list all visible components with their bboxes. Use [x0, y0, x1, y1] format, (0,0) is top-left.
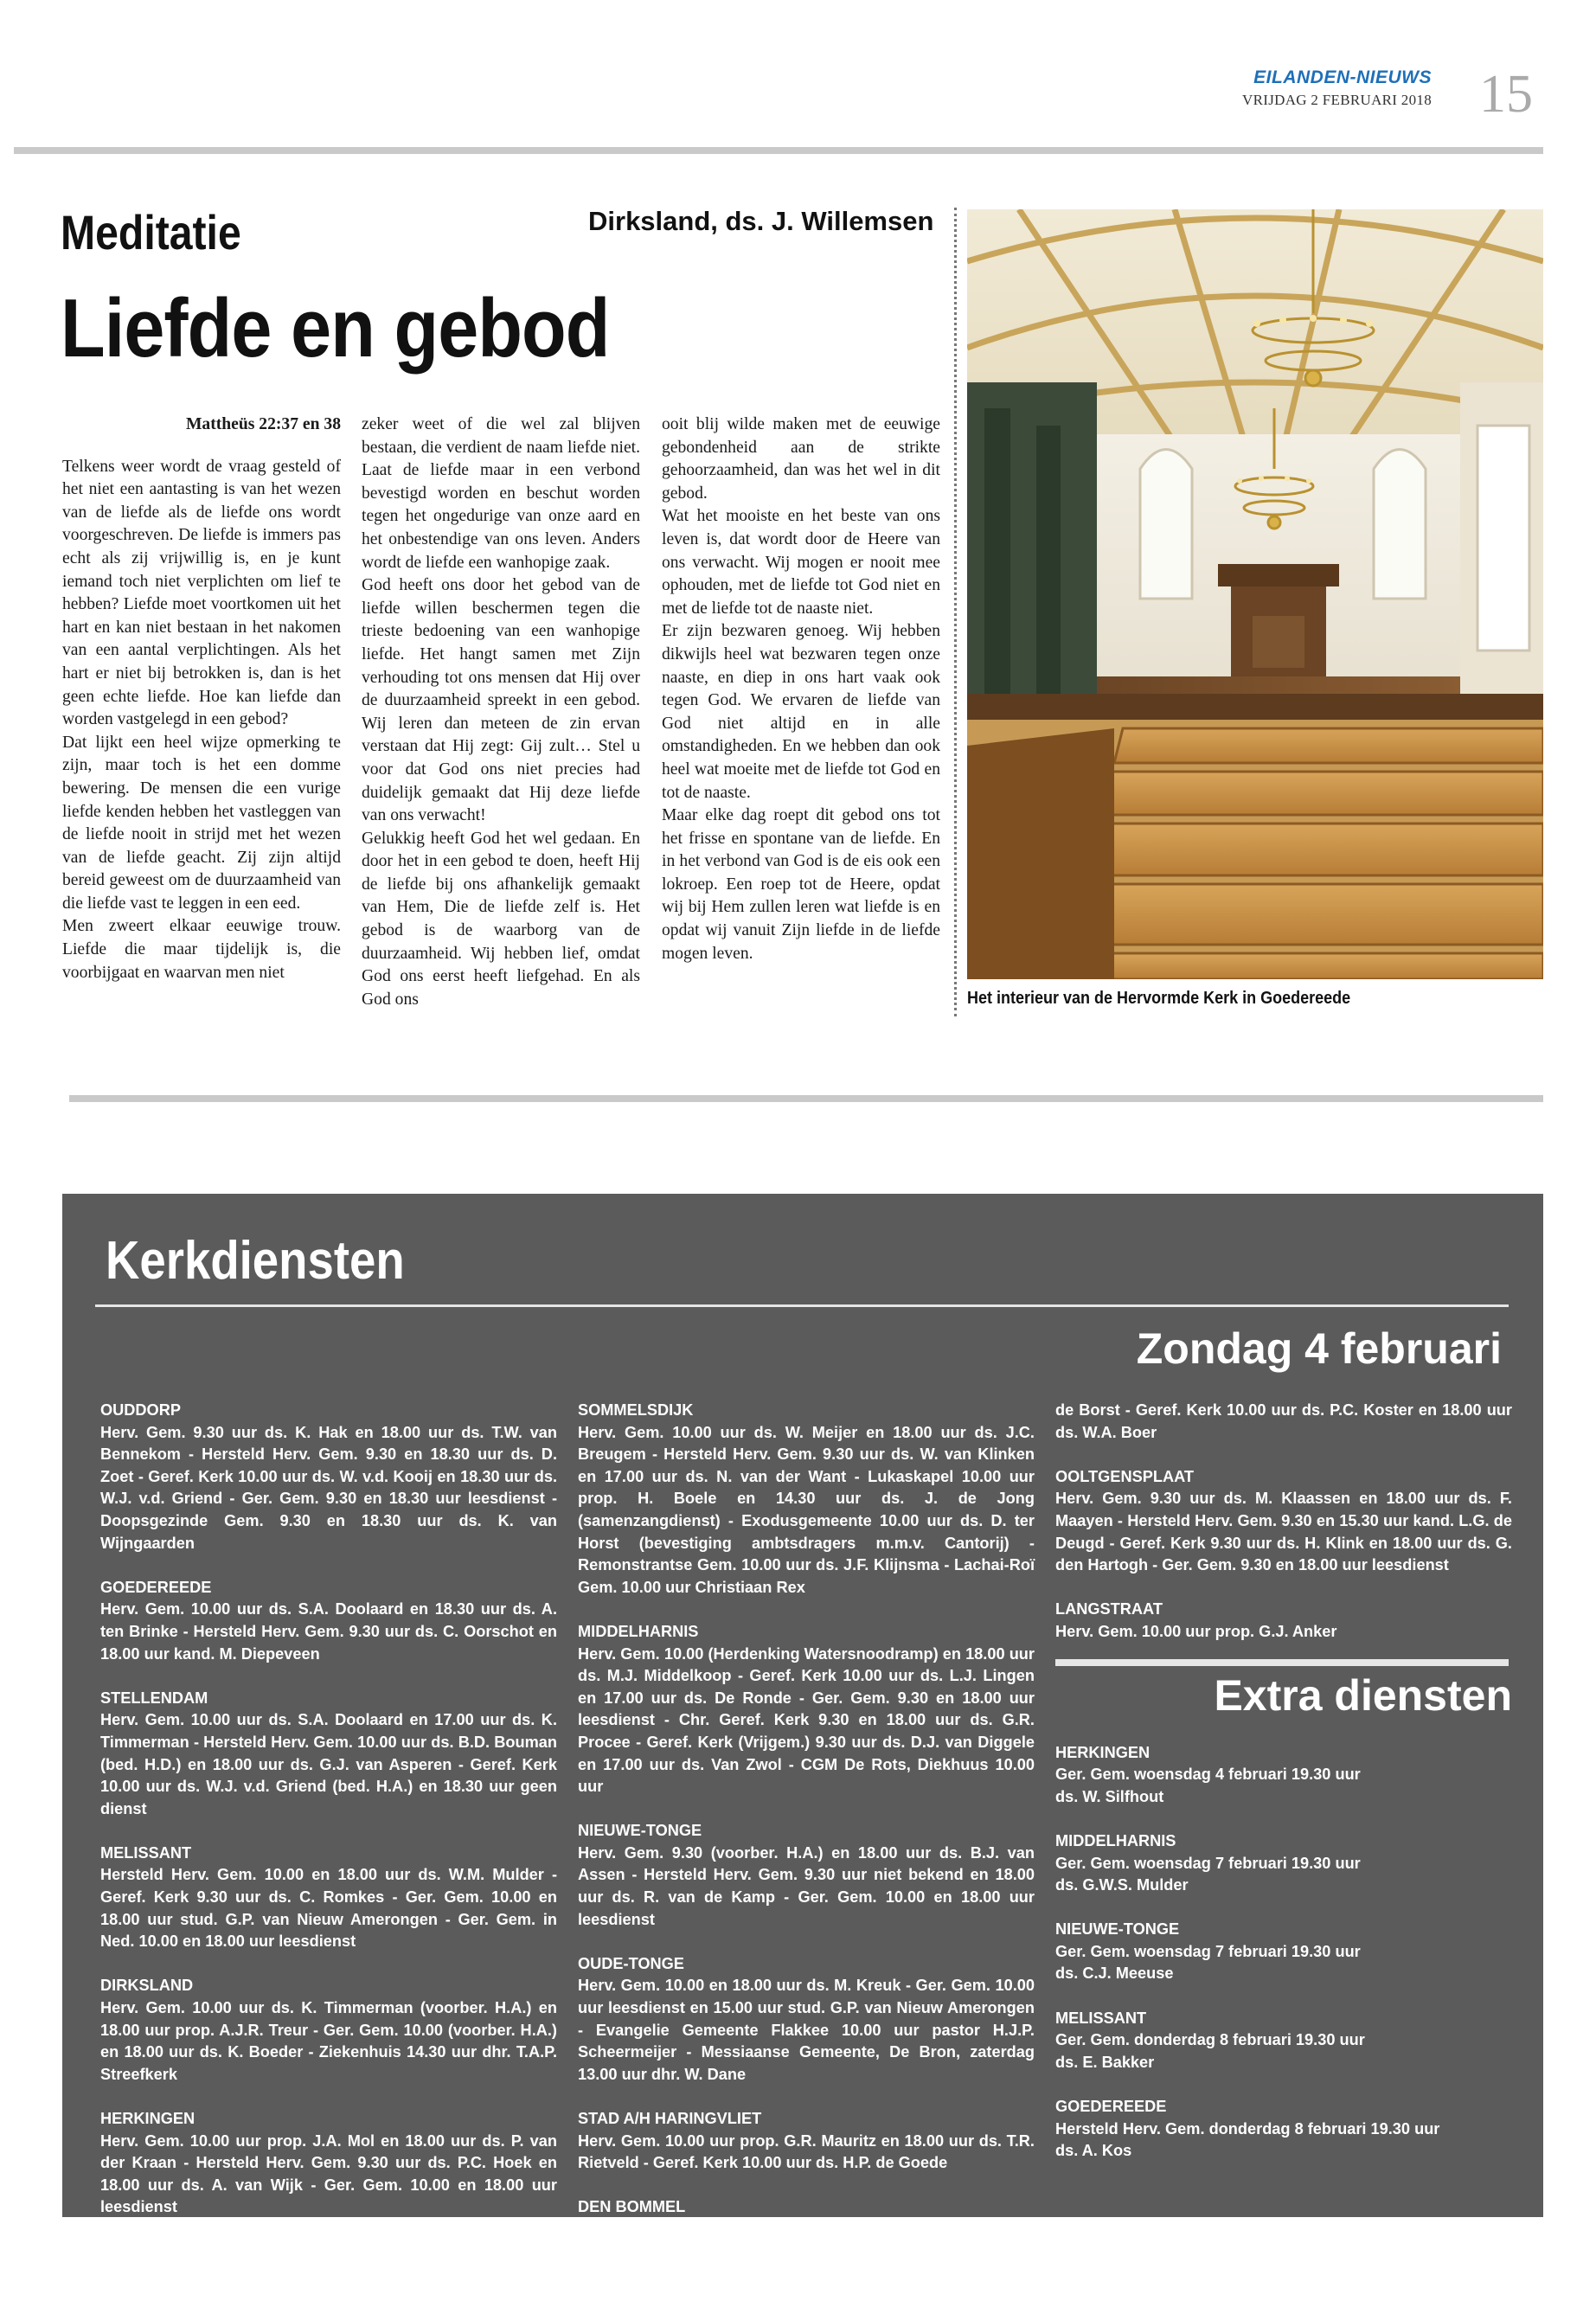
issue-date: VRIJDAG 2 FEBRUARI 2018: [1242, 92, 1432, 108]
service-place: MELISSANT: [1055, 2009, 1147, 2027]
service-entry: [578, 1820, 1035, 1931]
paragraph: zeker weet of die wel zal blijven bestaan, die verdient de naam liefde niet. Laat de liefde maar in een verbond bevestigd worden en beschut worden tegen het ongedurige van onze aard en het onbestendige van ons leven. Anders wordt de liefde een wanhopige zaak.: [362, 415, 640, 572]
service-line: ds. E. Bakker: [1055, 2053, 1155, 2071]
top-divider: [14, 147, 1543, 154]
service-text: Herv. Gem. 10.00 uur ds. S.A. Doolaard en 17.00 uur ds. K. Timmerman - Hersteld Herv. Gem. 10.00 uur ds. B.D. Bouman (bed. H.D.) en 18.00 uur ds. G.J. van Asperen - Geref. Kerk 10.00 uur ds. W.J. v.d. Griend (bed. H.A.) en 18.30 uur geen dienst: [100, 1711, 557, 1817]
service-text: Herv. Gem. 9.30 (voorber. H.A.) en 18.00 uur ds. B.J. van Assen - Hersteld Herv. Gem. 9.30 uur niet bekend en 18.00 uur ds. R. van de Kamp - Ger. Gem. 10.00 en 18.00 uur leesdienst: [578, 1843, 1035, 1928]
service-place: HERKINGEN: [1055, 1743, 1151, 1761]
extra-service-entry: [1055, 2008, 1512, 2074]
paragraph: God heeft ons door het gebod van de liefde willen beschermen tegen die trieste bedoening van een wanhopige liefde. Het hangt samen met Zijn verhouding tot ons mensen dat Hij over de duurzaamheid spreekt in een gebod. Wij leren dan meteen de zin ervan verstaan dat Hij zegt: Gij zult… Stel u voor dat God ons niet precies had duidelijk gemaakt dat Hij deze liefde van ons verwacht!: [362, 576, 640, 825]
paragraph: ooit blij wilde maken met de eeuwige gebondenheid aan de strikte gehoorzaamheid, dan was het wel in dit gebod.: [662, 415, 940, 503]
service-place: STAD A/H HARINGVLIET: [578, 2110, 762, 2127]
services-title-rule: [95, 1304, 1509, 1307]
services-title: Kerkdiensten: [106, 1231, 405, 1291]
service-text: Hersteld Herv. Gem. 10.00 en 18.00 uur ds. W.M. Mulder - Geref. Kerk 9.30 uur ds. C. Romkes - Ger. Gem. 10.00 en 18.00 uur stud. G.P. van Nieuw Amerongen - Ger. Gem. in Ned. 10.00 en 18.00 uur leesdienst: [100, 1866, 557, 1951]
service-line: Ger. Gem. donderdag 8 februari 19.30 uur: [1055, 2031, 1365, 2049]
masthead: [1237, 67, 1432, 109]
service-text: Herv. Gem. 9.30 uur ds. K. Hak en 18.00 uur ds. T.W. van Bennekom - Hersteld Herv. Gem. 9.30 en 18.30 uur ds. D. Zoet - Geref. Kerk 10.00 uur ds. W. v.d. Kooij en 18.30 uur ds. W.J. v.d. Griend - Ger. Gem. 9.30 en 18.30 uur leesdienst - Doopsgezinde Gem. 9.30 en 18.30 uur ds. K. van Wijngaarden: [100, 1423, 557, 1552]
paragraph: Dat lijkt een heel wijze opmerking te zijn, maar toch is het een domme bewering. De mensen die een vurige liefde kenden hebben het vastleggen van de liefde nooit in strijd met het wezen van de liefde geacht. Zij zijn altijd bereid geweest om de duurzaamheid van die liefde vast te leggen in een eed.: [62, 733, 341, 913]
service-line: Ger. Gem. woensdag 7 februari 19.30 uur: [1055, 1942, 1361, 1960]
article-column-2: [362, 413, 640, 1011]
newspaper-logo: EILANDEN-NIEUWS: [1253, 67, 1432, 87]
service-place: OUDE-TONGE: [578, 1954, 684, 1972]
service-text: Herv. Gem. 9.30 uur ds. M. Klaassen en 18.00 uur ds. F. Maayen - Hersteld Herv. Gem. 9.30 en 15.30 uur kand. L.G. de Deugd - Geref. Kerk 9.30 uur ds. H. Klink en 18.00 uur ds. G. den Hartogh - Ger. Gem. 9.30 en 18.00 uur leesdienst: [1055, 1490, 1512, 1574]
service-place: STELLENDAM: [100, 1689, 208, 1707]
service-place: MIDDELHARNIS: [578, 1622, 699, 1640]
service-line: ds. G.W.S. Mulder: [1055, 1876, 1189, 1894]
article-headline: Liefde en gebod: [61, 282, 610, 375]
service-text: Herv. Gem. 10.00 uur ds. S.A. Doolaard en 18.30 uur ds. A. ten Brinke - Hersteld Herv. Gem. 9.30 uur ds. C. Oorschot en 18.00 uur kand. M. Diepeveen: [100, 1600, 557, 1663]
section-divider: [69, 1095, 1543, 1102]
service-line: Ger. Gem. woensdag 7 februari 19.30 uur: [1055, 1854, 1361, 1872]
service-entry: [100, 1688, 557, 1821]
service-entry: [578, 1953, 1035, 2086]
service-entry: [100, 1975, 557, 2086]
article-column-3: [662, 413, 940, 965]
service-entry: [100, 1843, 557, 1953]
church-interior-illustration: [967, 209, 1543, 979]
service-line: ds. W. Silfhout: [1055, 1787, 1164, 1805]
page-number: 15: [1479, 65, 1533, 124]
service-line: ds. C.J. Meeuse: [1055, 1965, 1174, 1983]
service-entry: [578, 1400, 1035, 1599]
article-column-1: [62, 413, 341, 984]
service-place: DEN BOMMEL: [578, 2198, 686, 2216]
service-place: SOMMELSDIJK: [578, 1401, 694, 1419]
service-entry: [578, 2108, 1035, 2175]
service-entry: [100, 2108, 557, 2219]
church-services-box: [62, 1194, 1543, 2238]
service-place: GOEDEREEDE: [1055, 2098, 1167, 2116]
service-line: Ger. Gem. woensdag 4 februari 19.30 uur: [1055, 1766, 1361, 1784]
paragraph: Gelukkig heeft God het wel gedaan. En door het in een gebod te doen, heeft Hij de liefde bij ons afhankelijk gemaakt van Hem, Die de liefde zelf is. Het gebod is de waarborg van de duurzaamheid. Wij hebben lief, omdat God ons eerst heeft liefgehad. En als God ons: [362, 829, 640, 1009]
service-place: GOEDEREEDE: [100, 1578, 212, 1596]
paragraph: Wat het mooiste en het beste van ons leven is, dat wordt door de Heere van ons verwacht. Wij mogen er nooit mee ophouden, met de liefde tot God niet en met de liefde tot de naaste niet.: [662, 507, 940, 618]
extra-service-entry: [1055, 1742, 1512, 1809]
services-column-1: [100, 1400, 557, 2241]
church-interior-photo: [967, 209, 1543, 979]
extra-service-entry: [1055, 2096, 1512, 2163]
service-place: NIEUWE-TONGE: [1055, 1920, 1180, 1939]
paragraph: Men zweert elkaar eeuwige trouw. Liefde die maar tijdelijk is, die voorbijgaat en waarvan men niet: [62, 917, 341, 982]
service-entry: [578, 2196, 1035, 2240]
services-column-2: [578, 1400, 1035, 2263]
paragraph: Telkens weer wordt de vraag gesteld of het niet een aantasting is van het wezen van de liefde als de liefde ons wordt voorgeschreven. De liefde is immers pas echt als zij vrijwillig is, en je kunt iemand toch niet verplichten om lief te hebben? Liefde moet voortkomen uit het hart en kan niet bestaan in het nakomen van een aantal verplichtingen. Als het hart er niet bij betrokken is, dan is het geen echte liefde. Hoe kan liefde dan worden vastgelegd in een gebod?: [62, 457, 341, 729]
column-divider: [954, 208, 957, 1016]
service-entry: [1055, 1466, 1512, 1577]
service-text: Herv. Gem. 10.00 uur ds. K. Timmerman (voorber. H.A.) en 18.00 uur prop. A.J.R. Treur - Ger. Gem. 10.00 (voorber. H.A.) en 18.00 uur ds. K. Boeder - Ziekenhuis 14.30 uur dhr. T.A.P. Streefkerk: [100, 1999, 557, 2083]
service-line: Hersteld Herv. Gem. donderdag 8 februari 19.30 uur: [1055, 2119, 1440, 2138]
extra-service-entry: [1055, 1919, 1512, 1985]
service-place: HERKINGEN: [100, 2110, 195, 2127]
service-place: LANGSTRAAT: [1055, 1600, 1163, 1618]
service-entry: [100, 1400, 557, 1554]
service-text: Herv. Gem. 10.00 (Herdenking Watersnoodramp) en 18.00 uur ds. M.J. Middelkoop - Geref. Kerk 10.00 uur ds. L.J. Lingen en 17.00 uur ds. De Ronde - Ger. Gem. 9.30 en 18.00 uur leesdienst - Chr. Geref. Kerk 9.30 en 18.00 uur ds. G.R. Procee - Geref. Kerk (Vrijgem.) 9.30 uur ds. D.J. van Diggele en 17.00 uur ds. Van Zwol - CGM De Rots, Diekhuus 10.00 uur: [578, 1644, 1035, 1796]
service-text: Herv. Gem. 10.00 uur prop. G.J. Anker: [1055, 1622, 1337, 1640]
extra-service-entry: [1055, 1830, 1512, 1897]
scripture-reference: Mattheüs 22:37 en 38: [185, 415, 341, 433]
extra-services-rule: [1055, 1659, 1509, 1666]
article-kicker: Meditatie: [61, 205, 241, 260]
service-text: Herv. Gem. 10.00 uur prop. G.R. Mauritz en 18.00 uur ds. T.R. Rietveld - Geref. Kerk 10.00 uur ds. H.P. de Goede: [578, 2131, 1035, 2172]
services-date-heading: Zondag 4 februari: [1136, 1324, 1502, 1373]
article-byline: Dirksland, ds. J. Willemsen: [588, 206, 934, 236]
service-text: Herv. Gem. 10.00 uur ds. W. Meijer en 18.00 uur ds. J.C. Breugem - Hersteld Herv. Gem. 9.30 uur ds. W. van Klinken en 17.00 uur ds. N. van der Want - Lukaskapel 10.00 uur prop. H. Boele en 14.30 uur ds. J. de Jong (samenzangdienst) - Exodusgemeente 10.00 uur ds. D. ter Horst (bevestiging ambtsdragers m.m.v. Cantorij) - Remonstrantse Gem. 10.00 uur ds. J.F. Klijnsma - Lachai-Roï Gem. 10.00 uur Christiaan Rex: [578, 1423, 1035, 1596]
service-text: Herv. Gem. 10.00 en 18.00 uur ds. M. Kreuk - Ger. Gem. 10.00 uur leesdienst en 15.00 uur stud. G.P. van Nieuw Amerongen - Evangelie Gemeente Flakkee 10.00 uur pastor H.J.P. Scheermeijer - Messiaanse Gemeente, De Bron, zaterdag 13.00 uur dhr. W. Dane: [578, 1977, 1035, 2083]
service-line: ds. A. Kos: [1055, 2142, 1132, 2160]
service-entry: [100, 1577, 557, 1665]
services-column-3: [1055, 1400, 1512, 2184]
paragraph: Maar elke dag roept dit gebod ons tot het frisse en spontane van de liefde. En in het verbond van God is de eis ook een lokroep. Een roep tot de Heere, opdat wij bij Hem zullen leren wat liefde is en opdat wij vanuit Zijn liefde in de liefde mogen leven.: [662, 806, 940, 963]
service-place: MELISSANT: [100, 1843, 192, 1862]
extra-services-heading: Extra diensten: [1214, 1670, 1512, 1720]
photo-caption: Het interieur van de Hervormde Kerk in Goedereede: [967, 989, 1351, 1008]
service-place: NIEUWE-TONGE: [578, 1822, 702, 1840]
service-text: Herv. Gem. 10.00 uur prop. Joh. Eijsden en 18.00 uur ds. B.: [578, 2220, 1018, 2238]
service-text: de Borst - Geref. Kerk 10.00 uur ds. P.C. Koster en 18.00 uur ds. W.A. Boer: [1055, 1401, 1512, 1441]
service-entry: [578, 1621, 1035, 1798]
service-entry: [1055, 1599, 1512, 1643]
paragraph: Er zijn bezwaren genoeg. Wij hebben dikwijls heel wat bezwaren tegen onze naaste, en diep in ons hart vaak ook tegen God. We ervaren de liefde van God niet altijd en in alle omstandigheden. En we hebben dan ook heel wat moeite met de liefde tot God en tot de naaste.: [662, 622, 940, 802]
service-place: DIRKSLAND: [100, 1977, 194, 1995]
service-entry: [1055, 1400, 1512, 1444]
service-place: MIDDELHARNIS: [1055, 1831, 1176, 1849]
service-place: OOLTGENSPLAAT: [1055, 1467, 1194, 1485]
service-place: OUDDORP: [100, 1401, 181, 1419]
service-text: Herv. Gem. 10.00 uur prop. J.A. Mol en 18.00 uur ds. P. van der Kraan - Hersteld Herv. Gem. 9.30 uur ds. P.C. Hoek en 18.00 uur ds. A. van Wijk - Ger. Gem. 10.00 en 18.00 uur leesdienst: [100, 2131, 557, 2216]
